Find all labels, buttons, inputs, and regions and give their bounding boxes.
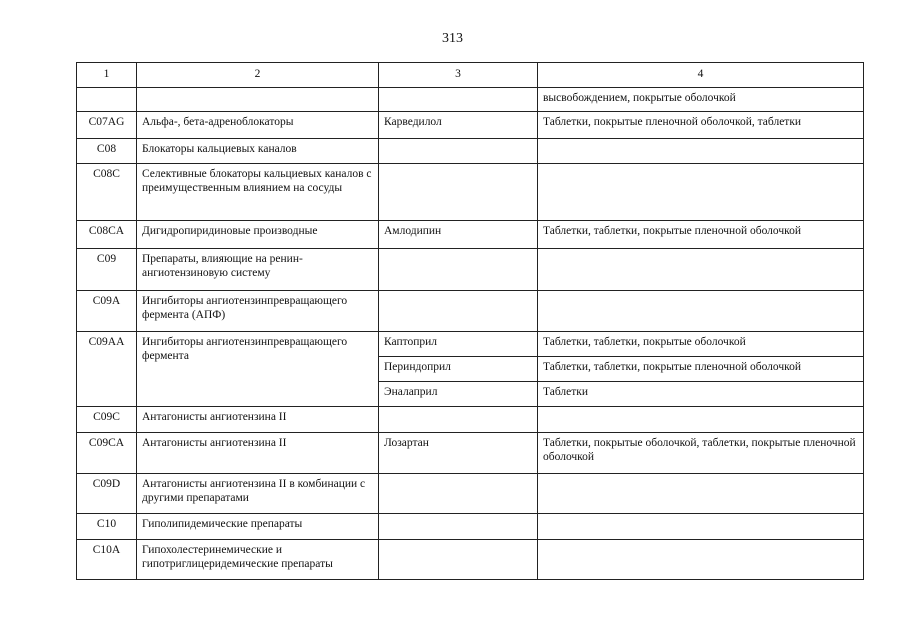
table-row <box>77 540 864 580</box>
table-row <box>77 474 864 514</box>
atc-code-cell: C08 <box>77 139 137 164</box>
group-cell: Антагонисты ангиотензина II <box>137 433 379 474</box>
form-cell: Таблетки, таблетки, покрытые пленочной оболочкой <box>538 221 864 249</box>
drug-cell: Эналаприл <box>379 382 538 407</box>
drug-classification-table <box>76 62 864 580</box>
group-cell: Ингибиторы ангиотензинпревращающего фермента <box>137 332 379 407</box>
column-header: 4 <box>538 63 864 88</box>
table-row <box>77 164 864 221</box>
column-header: 3 <box>379 63 538 88</box>
table-row <box>77 221 864 249</box>
drug-cell <box>379 139 538 164</box>
atc-code-cell: C08CA <box>77 221 137 249</box>
drug-cell: Амлодипин <box>379 221 538 249</box>
atc-code-cell: C09A <box>77 291 137 332</box>
form-cell <box>538 474 864 514</box>
form-cell: Таблетки, таблетки, покрытые пленочной оболочкой <box>538 357 864 382</box>
group-cell <box>137 88 379 112</box>
form-cell <box>538 291 864 332</box>
group-cell: Антагонисты ангиотензина II в комбинации с другими препаратами <box>137 474 379 514</box>
table-row <box>77 88 864 112</box>
form-cell <box>538 249 864 291</box>
group-cell: Ингибиторы ангиотензинпревращающего фермента (АПФ) <box>137 291 379 332</box>
group-cell: Антагонисты ангиотензина II <box>137 407 379 433</box>
group-cell: Гиполипидемические препараты <box>137 514 379 540</box>
form-cell <box>538 139 864 164</box>
column-header: 1 <box>77 63 137 88</box>
group-cell: Дигидропиридиновые производные <box>137 221 379 249</box>
atc-code-cell: C09C <box>77 407 137 433</box>
table-header-row <box>77 63 864 88</box>
atc-code-cell: C09D <box>77 474 137 514</box>
atc-code-cell: C10 <box>77 514 137 540</box>
table-row <box>77 514 864 540</box>
form-cell: высвобождением, покрытые оболочкой <box>538 88 864 112</box>
form-cell <box>538 514 864 540</box>
atc-code-cell <box>77 88 137 112</box>
drug-cell <box>379 249 538 291</box>
drug-cell <box>379 474 538 514</box>
drug-cell: Лозартан <box>379 433 538 474</box>
drug-cell <box>379 164 538 221</box>
atc-code-cell: C09CA <box>77 433 137 474</box>
drug-cell <box>379 540 538 580</box>
form-cell: Таблетки <box>538 382 864 407</box>
group-cell: Блокаторы кальциевых каналов <box>137 139 379 164</box>
atc-code-cell: C10A <box>77 540 137 580</box>
table-row <box>77 112 864 139</box>
form-cell <box>538 164 864 221</box>
table-row <box>77 433 864 474</box>
drug-cell <box>379 291 538 332</box>
table-row <box>77 407 864 433</box>
drug-cell <box>379 514 538 540</box>
page-number: 313 <box>442 31 463 46</box>
table-row <box>77 139 864 164</box>
column-header: 2 <box>137 63 379 88</box>
atc-code-cell: C09AA <box>77 332 137 407</box>
drug-cell <box>379 88 538 112</box>
table-row <box>77 332 864 357</box>
group-cell: Альфа-, бета-адреноблокаторы <box>137 112 379 139</box>
group-cell: Препараты, влияющие на ренин-ангиотензиновую систему <box>137 249 379 291</box>
table-row <box>77 249 864 291</box>
table-row <box>77 291 864 332</box>
form-cell: Таблетки, таблетки, покрытые оболочкой <box>538 332 864 357</box>
drug-cell: Каптоприл <box>379 332 538 357</box>
group-cell: Гипохолестеринемические и гипотриглицеридемические препараты <box>137 540 379 580</box>
drug-cell <box>379 407 538 433</box>
drug-cell: Карведилол <box>379 112 538 139</box>
form-cell <box>538 540 864 580</box>
atc-code-cell: C09 <box>77 249 137 291</box>
form-cell: Таблетки, покрытые оболочкой, таблетки, покрытые пленочной оболочкой <box>538 433 864 474</box>
group-cell: Селективные блокаторы кальциевых каналов с преимущественным влиянием на сосуды <box>137 164 379 221</box>
form-cell: Таблетки, покрытые пленочной оболочкой, таблетки <box>538 112 864 139</box>
atc-code-cell: C07AG <box>77 112 137 139</box>
atc-code-cell: C08C <box>77 164 137 221</box>
form-cell <box>538 407 864 433</box>
drug-cell: Периндоприл <box>379 357 538 382</box>
